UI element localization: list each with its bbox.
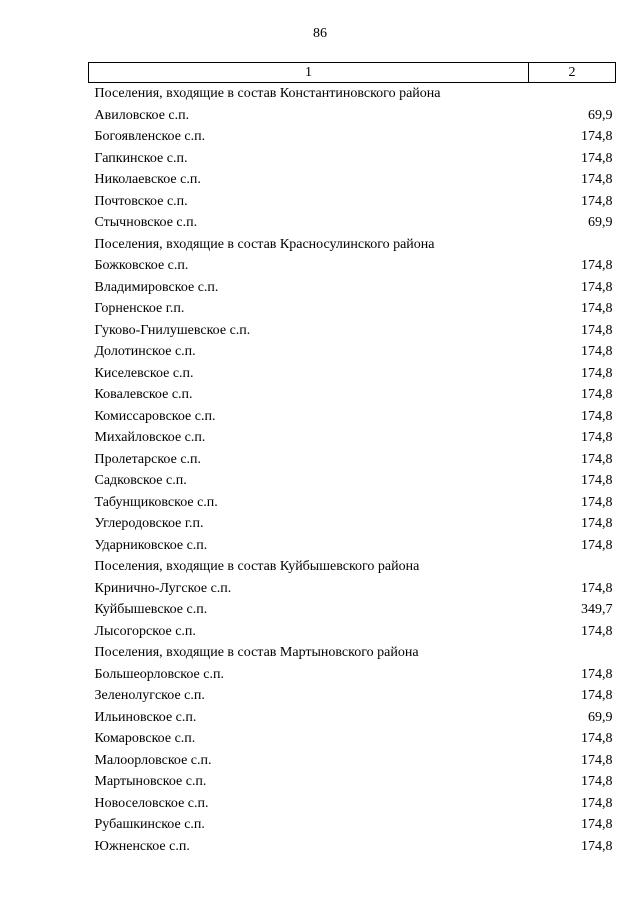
table-row <box>89 836 616 858</box>
settlements-table-container <box>88 62 615 857</box>
district-heading: Поселения, входящие в состав Куйбышевского района <box>94 559 420 574</box>
settlement-value: 174,8 <box>581 666 613 682</box>
table-body <box>89 83 616 858</box>
settlement-value: 174,8 <box>581 795 613 811</box>
settlement-value: 174,8 <box>581 322 613 338</box>
table-row <box>89 578 616 600</box>
settlement-value: 69,9 <box>588 215 613 230</box>
settlement-value: 174,8 <box>581 623 613 639</box>
settlement-value: 349,7 <box>581 602 613 617</box>
column-header-2: 2 <box>529 63 616 83</box>
settlement-value: 174,8 <box>581 752 613 768</box>
settlement-name: Лысогорское с.п. <box>94 623 196 639</box>
settlement-value: 174,8 <box>581 129 613 144</box>
settlements-table <box>88 62 616 857</box>
page-number: 86 <box>313 26 327 41</box>
settlement-value: 174,8 <box>581 365 613 381</box>
settlement-value: 174,8 <box>581 516 613 531</box>
table-row <box>89 363 616 385</box>
table-row <box>89 105 616 127</box>
district-heading-row <box>89 642 616 664</box>
table-row <box>89 384 616 406</box>
settlement-name: Рубашкинское с.п. <box>94 817 205 832</box>
settlement-name: Горненское г.п. <box>94 301 185 316</box>
settlement-name: Гапкинское с.п. <box>94 150 188 166</box>
settlement-name: Зеленолугское с.п. <box>94 688 205 703</box>
settlement-name: Ильиновское с.п. <box>94 709 197 725</box>
table-row <box>89 341 616 363</box>
settlement-name: Табунщиковское с.п. <box>94 494 218 510</box>
settlement-value: 174,8 <box>581 473 613 488</box>
district-heading: Поселения, входящие в состав Красносулинского района <box>94 236 435 252</box>
table-row <box>89 814 616 836</box>
settlement-name: Куйбышевское с.п. <box>94 602 208 617</box>
settlement-name: Кринично-Лугское с.п. <box>94 580 232 596</box>
table-row <box>89 728 616 750</box>
settlement-name: Долотинское с.п. <box>94 344 196 359</box>
settlement-value: 174,8 <box>581 258 613 273</box>
settlement-name: Мартыновское с.п. <box>94 774 207 789</box>
settlement-value: 174,8 <box>581 774 613 789</box>
settlement-name: Пролетарское с.п. <box>94 451 202 467</box>
settlement-name: Богоявленское с.п. <box>94 129 206 144</box>
settlement-name: Малоорловское с.п. <box>94 752 212 768</box>
table-row <box>89 535 616 557</box>
settlement-value: 69,9 <box>588 107 613 123</box>
district-heading-row <box>89 234 616 256</box>
settlement-name: Михайловское с.п. <box>94 430 206 445</box>
table-row <box>89 750 616 772</box>
settlement-name: Стычновское с.п. <box>94 215 198 230</box>
settlement-name: Углеродовское г.п. <box>94 516 204 531</box>
table-row <box>89 427 616 449</box>
table-row <box>89 298 616 320</box>
column-header-1: 1 <box>89 63 529 83</box>
table-row <box>89 621 616 643</box>
settlement-name: Комаровское с.п. <box>94 731 196 746</box>
table-row <box>89 685 616 707</box>
settlement-name: Гуково-Гнилушевское с.п. <box>94 322 251 338</box>
settlement-name: Киселевское с.п. <box>94 365 194 381</box>
settlement-value: 174,8 <box>581 817 613 832</box>
table-row <box>89 707 616 729</box>
settlement-name: Авиловское с.п. <box>94 107 190 123</box>
settlement-name: Южненское с.п. <box>94 838 190 854</box>
settlement-value: 174,8 <box>581 430 613 445</box>
settlement-name: Садковское с.п. <box>94 473 187 488</box>
table-row <box>89 320 616 342</box>
table-row <box>89 449 616 471</box>
settlement-name: Большеорловское с.п. <box>94 666 224 682</box>
district-heading: Поселения, входящие в состав Константиновского района <box>94 86 441 101</box>
settlement-value <box>529 234 616 256</box>
settlement-value: 174,8 <box>581 408 613 424</box>
settlement-value <box>529 83 616 105</box>
table-row <box>89 277 616 299</box>
settlement-name: Новоселовское с.п. <box>94 795 209 811</box>
settlement-name: Почтовское с.п. <box>94 193 188 209</box>
settlement-value: 174,8 <box>581 838 613 854</box>
table-row <box>89 513 616 535</box>
settlement-name: Ударниковское с.п. <box>94 537 208 553</box>
settlement-value: 174,8 <box>581 193 613 209</box>
district-heading-row <box>89 83 616 105</box>
district-heading-row <box>89 556 616 578</box>
settlement-name: Ковалевское с.п. <box>94 387 193 402</box>
table-row <box>89 470 616 492</box>
settlement-value: 69,9 <box>588 709 613 725</box>
settlement-value: 174,8 <box>581 279 613 295</box>
table-row <box>89 492 616 514</box>
table-row <box>89 793 616 815</box>
settlement-name: Комиссаровское с.п. <box>94 408 216 424</box>
settlement-value: 174,8 <box>581 301 613 316</box>
settlement-name: Божковское с.п. <box>94 258 189 273</box>
settlement-value: 174,8 <box>581 580 613 596</box>
table-row <box>89 771 616 793</box>
settlement-value: 174,8 <box>581 172 613 187</box>
district-heading: Поселения, входящие в состав Мартыновского района <box>94 645 419 660</box>
settlement-value <box>529 556 616 578</box>
table-row <box>89 169 616 191</box>
table-header <box>89 63 616 83</box>
settlement-name: Владимировское с.п. <box>94 279 219 295</box>
table-row <box>89 664 616 686</box>
table-row <box>89 406 616 428</box>
settlement-value: 174,8 <box>581 387 613 402</box>
table-row <box>89 599 616 621</box>
settlement-value <box>529 642 616 664</box>
table-row <box>89 126 616 148</box>
settlement-value: 174,8 <box>581 494 613 510</box>
table-row <box>89 191 616 213</box>
settlement-value: 174,8 <box>581 150 613 166</box>
settlement-value: 174,8 <box>581 537 613 553</box>
table-row <box>89 148 616 170</box>
settlement-value: 174,8 <box>581 731 613 746</box>
settlement-value: 174,8 <box>581 344 613 359</box>
table-row <box>89 255 616 277</box>
table-row <box>89 212 616 234</box>
settlement-value: 174,8 <box>581 451 613 467</box>
settlement-name: Николаевское с.п. <box>94 172 201 187</box>
table-header-row <box>89 63 616 83</box>
settlement-value: 174,8 <box>581 688 613 703</box>
